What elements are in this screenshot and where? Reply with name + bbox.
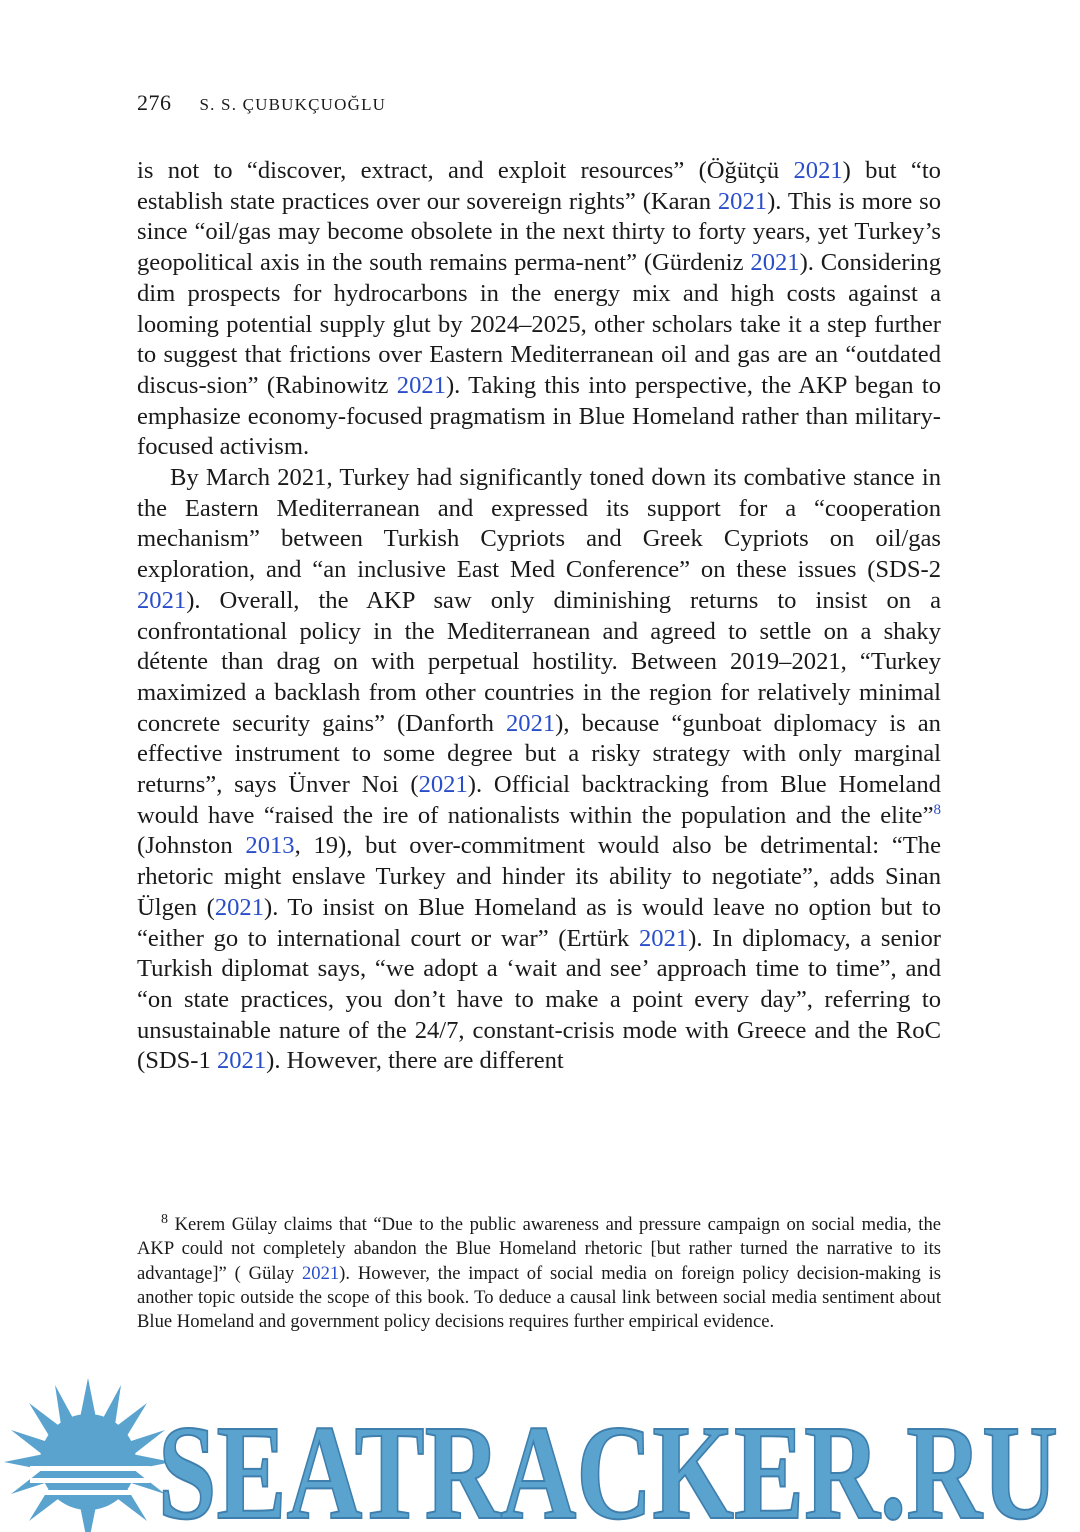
text-run: , 19), but over-commitment would also be detrimental: “The rhetoric might enslave Turkey and hinder its ability to negotiate”, adds Sinan Ülgen ( — [137, 832, 941, 921]
text-run: (Johnston — [137, 832, 246, 860]
text-run: ). This is more so since “oil/gas may become obsolete in the next thirty to forty years, yet Turkey’s geopolitical axis in the south remains perma-nent” (Gürdeniz — [137, 187, 942, 277]
citation-link[interactable]: 2021 — [396, 371, 446, 399]
paragraph-2 — [137, 463, 941, 1077]
watermark-text: SEATRACKER.RU — [158, 1398, 1058, 1532]
text-run: ), because “gunboat diplomacy is an effective instrument to some degree but a risky strategy with only marginal returns”, says Ünver Noi ( — [137, 709, 941, 799]
citation-link[interactable]: 2021 — [137, 586, 187, 614]
text-run: ). However, there are different — [266, 1047, 564, 1075]
citation-link[interactable]: 2021 — [505, 709, 556, 737]
page-number: 276 — [137, 90, 172, 115]
running-head — [137, 90, 386, 116]
body-text — [137, 156, 941, 1077]
sun-icon — [4, 1378, 172, 1532]
citation-link[interactable]: 2021 — [717, 187, 768, 215]
text-run: ). In diplomacy, a senior Turkish diplomat says, “we adopt a ‘wait and see’ approach time to time”, and “on state practices, you don’t have to make a point every day”, referring to unsustainable nature of the 24/7, constant-crisis mode with Greece and the RoC (SDS-1 — [137, 924, 941, 1075]
citation-link[interactable]: 2021 — [301, 1262, 340, 1284]
paragraph-1 — [137, 156, 941, 463]
citation-link[interactable]: 2021 — [638, 924, 689, 952]
text-run: ). Taking this into perspective, the AKP began to emphasize economy-focused pragmatism in Blue Homeland rather than military-focused activism. — [137, 371, 941, 461]
citation-link[interactable]: 2021 — [214, 893, 265, 921]
text-run: By March 2021, Turkey had significantly toned down its combative stance in the Eastern Mediterranean and expressed its support for a “cooperation mechanism” between Turkish Cypriots and Greek Cypriots on oil/gas exploration, and “an inclusive East Med Conference” on these issues (SDS-2 — [137, 464, 941, 584]
footnote-mark: 8 — [161, 1212, 168, 1227]
sun-wave-icon — [30, 1466, 150, 1495]
text-run: ). To insist on Blue Homeland as is would leave no option but to “either go to international court or war” (Ertürk — [137, 893, 941, 952]
footnote — [137, 1213, 941, 1334]
citation-link[interactable]: 2013 — [245, 832, 295, 860]
text-run: is not to “discover, extract, and exploit resources” (Öğütçü — [137, 157, 794, 184]
text-run: ). Considering dim prospects for hydrocarbons in the energy mix and high costs against a looming potential supply glut by 2024–2025, other scholars take it a step further to suggest that frictions over Eastern Mediterranean oil and gas are an “outdated discus-sion” (Rabinowitz — [137, 249, 941, 399]
text-run: ). Official backtracking from Blue Homeland would have “raised the ire of nationalists within the population and the elite” — [137, 771, 941, 829]
running-head-author: S. S. ÇUBUKÇUOĞLU — [199, 95, 387, 114]
citation-link[interactable]: 2021 — [750, 249, 800, 277]
text-run: ) but “to establish state practices over our sovereign rights” (Karan — [137, 157, 941, 215]
footnote-reference[interactable]: 8 — [933, 801, 941, 818]
text-run: Kerem Gülay claims that “Due to the public awareness and pressure campaign on social media, the AKP could not completely abandon the Blue Homeland rhetoric [but rather turned the narrative to its advantage]” ( Gülay — [137, 1214, 941, 1284]
text-run: ). However, the impact of social media on foreign policy decision-making is another topic outside the scope of this book. To deduce a causal link between social media sentiment about Blue Homeland and government policy decisions requires further empirical evidence. — [137, 1262, 941, 1333]
citation-link[interactable]: 2021 — [793, 157, 843, 184]
citation-link[interactable]: 2021 — [216, 1047, 267, 1075]
citation-link[interactable]: 2021 — [418, 771, 468, 799]
text-run: ). Overall, the AKP saw only diminishing returns to insist on a confrontational policy in the Mediterranean and agreed to settle on a shaky détente than drag on with perpetual hostility. Between 2019–2021, “Turkey maximized a backlash from other countries in the region for relatively minimal concrete security gains” (Danforth — [137, 586, 941, 737]
watermark-logo — [0, 1370, 1080, 1532]
